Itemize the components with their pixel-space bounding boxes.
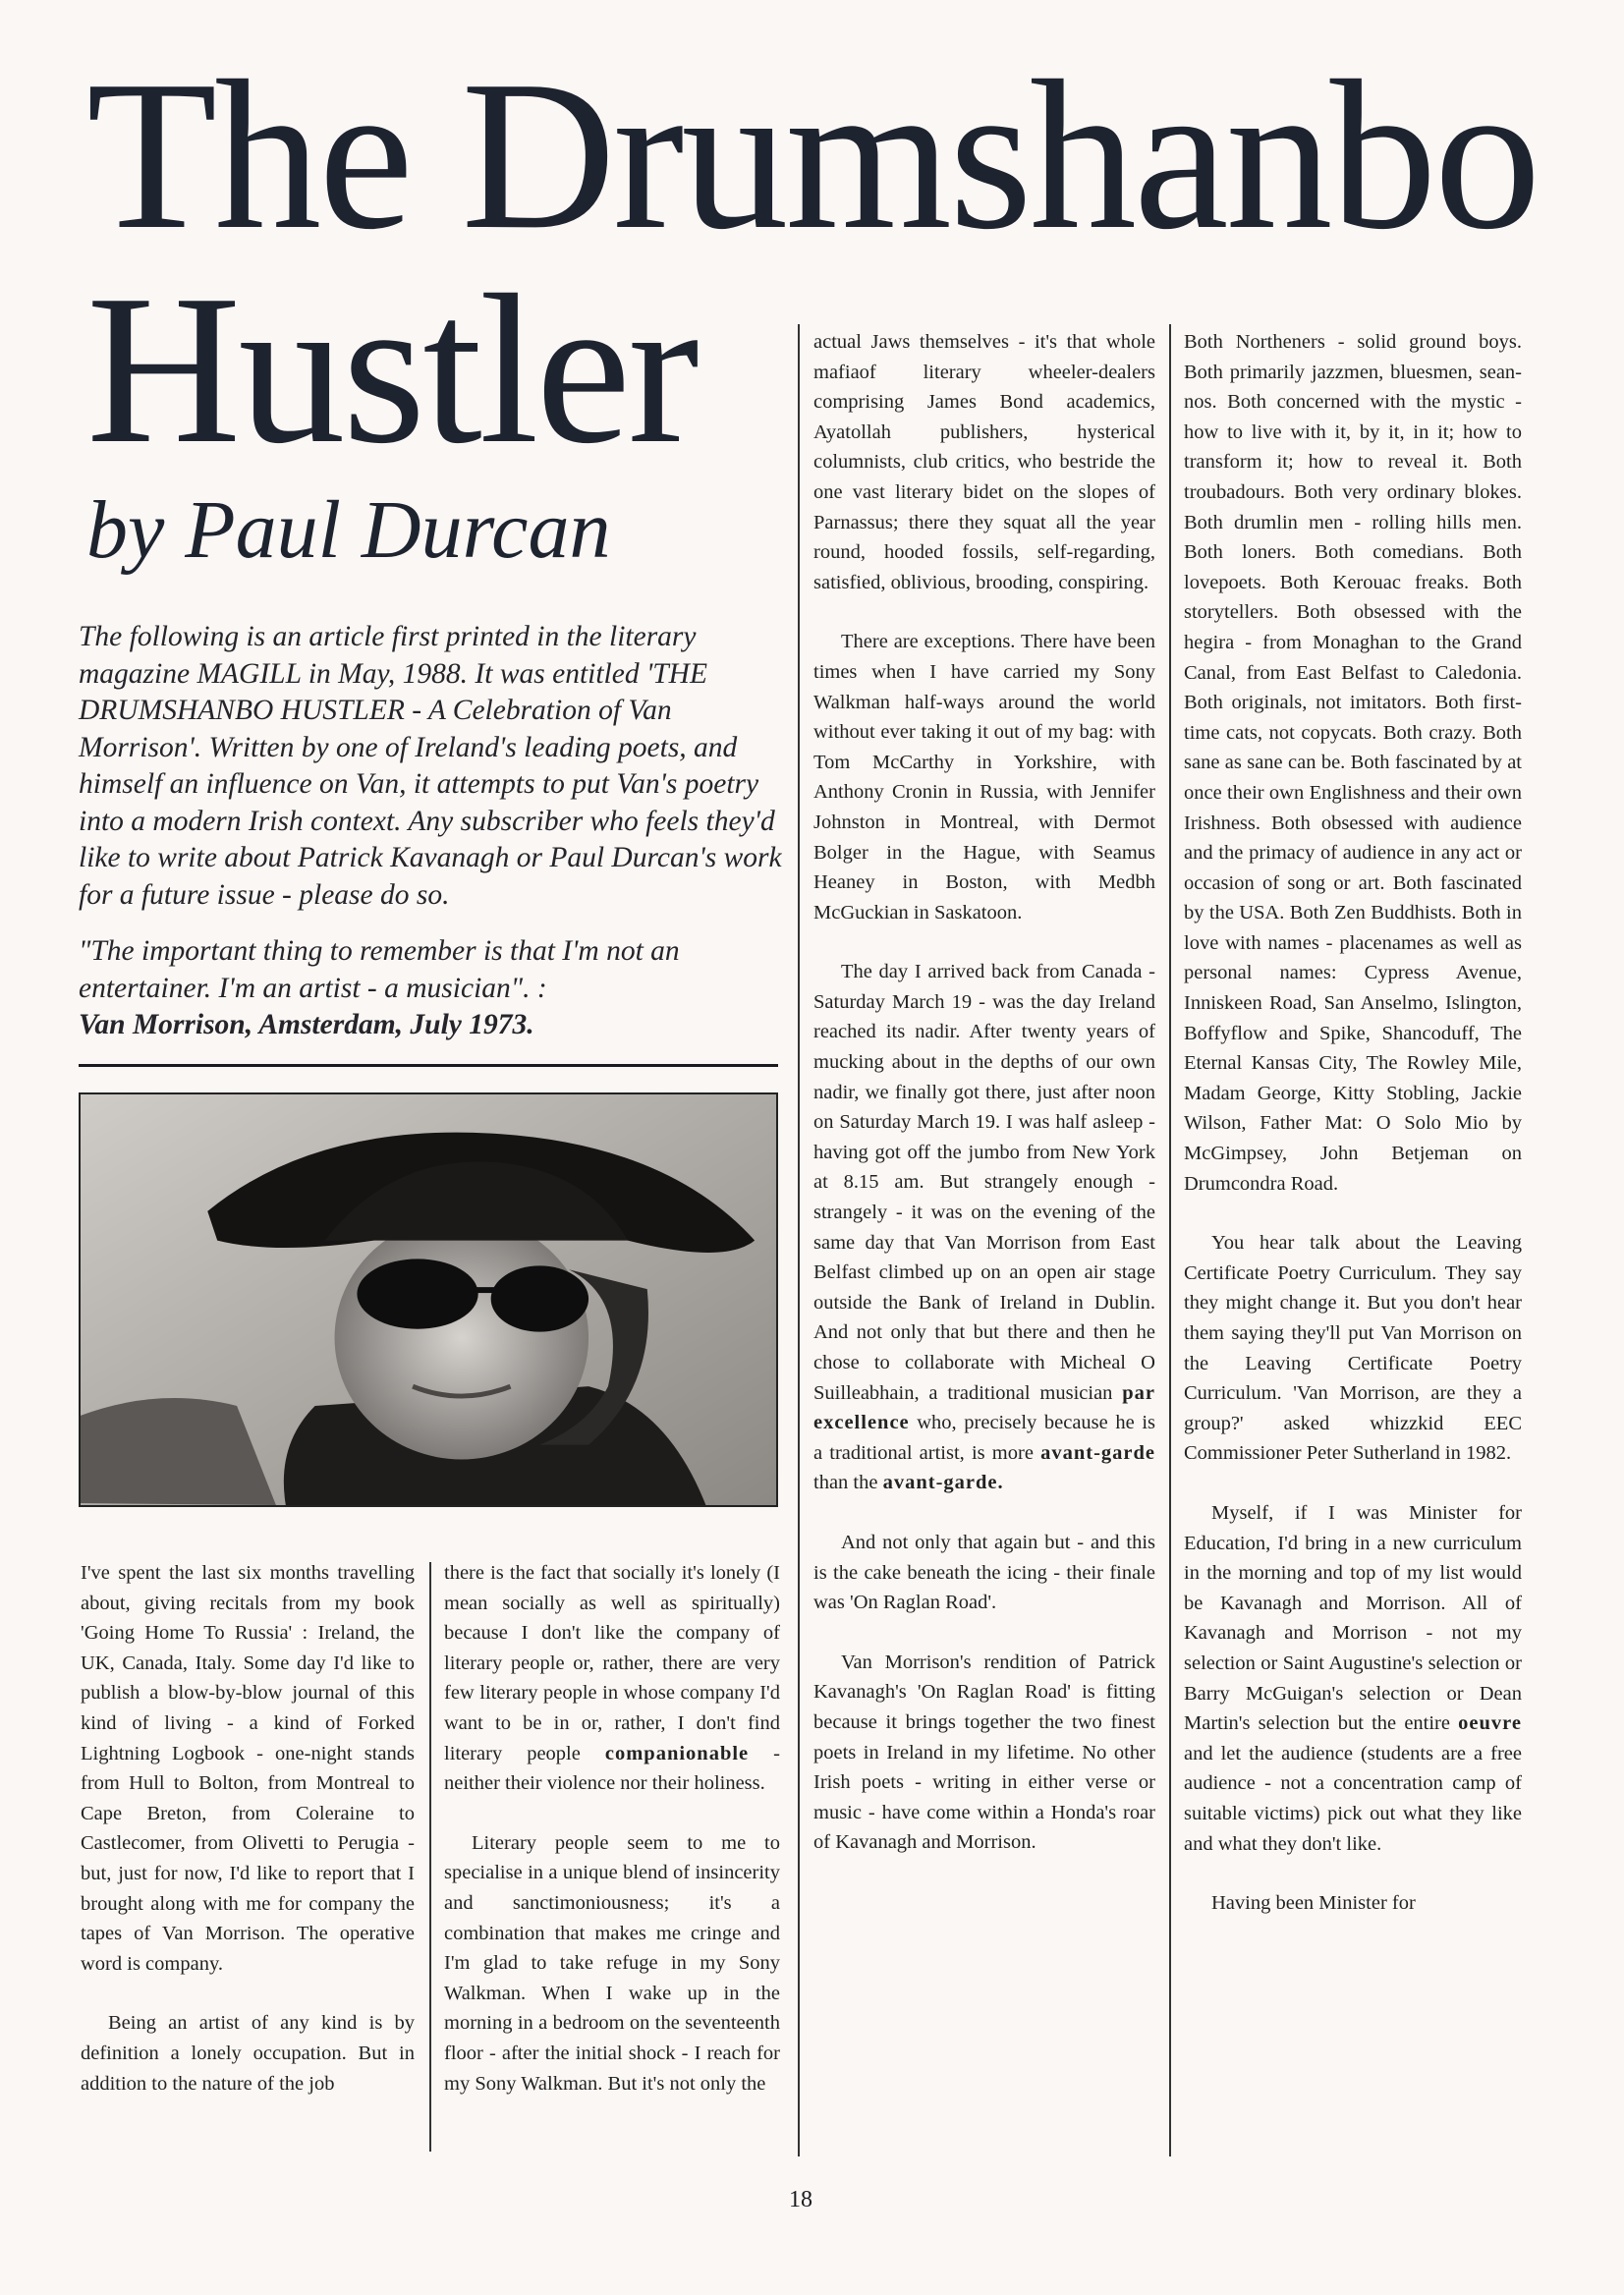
page-number: 18 [789,2187,812,2212]
quote-attribution: Van Morrison, Amsterdam, July 1973. [79,1009,534,1040]
text-run: and let the audience (students are a free audience - not a concentration camp of suitable victims) pick out what they like and what they don't like. [1184,1742,1522,1855]
text-run: than the [813,1472,883,1494]
paragraph [813,957,1155,1498]
text-run: there is the fact that socially it's lonely (I mean socially as well as spiritually) because I don't like the company of literary people or, rather, there are very few literary people in whose company I'd want to be in or, rather, I don't find literary people [444,1562,780,1764]
section-rule [79,1064,778,1067]
paragraph: Having been Minister for [1211,1892,1416,1915]
article-title-line2: Hustler [86,252,697,488]
column-divider [798,324,800,2156]
byline: by Paul Durcan [86,484,611,576]
paragraph: Being an artist of any kind is by definition a lonely occupation. But in addition to the nature of the job [81,2012,415,2095]
quote-text: "The important thing to remember is that I'm not an entertainer. I'm an artist - a musician". : [79,935,680,1004]
emphasis-text: oeuvre [1458,1712,1522,1735]
text-run: The day I arrived back from Canada - Saturday March 19 - was the day Ireland reached its nadir. After twenty years of mucking about in the depths of our own nadir, we finally got there, just after noon on Saturday March 19. I was half asleep - having got off the jumbo from New York at 8.15 am. But strangely enough - strangely - it was on the evening of the same day that Van Morrison from East Belfast climbed up on an open air stage outside the Bank of Ireland in Dublin. And not only that but there and then he chose to collaborate with Micheal O Suilleabhain, a traditional musician [813,961,1155,1404]
article-title-line1: The Drumshanbo [86,37,1539,274]
paragraph: I've spent the last six months travelling about, giving recitals from my book 'Going Home To Russia' : Ireland, the UK, Canada, Italy. Some day I'd like to publish a blow-by-blow journal of this kind of living - a kind of Forked Lightning Logbook - one-night stands from Hull to Bolton, from Montreal to Cape Breton, from Coleraine to Castlecomer, from Olivetti to Perugia - but, just for now, I'd like to report that I brought along with me for company the tapes of Van Morrison. The operative word is company. [81,1562,415,1975]
column-divider [1169,324,1171,2156]
text-run: - neither their violence nor their holiness. [444,1742,780,1795]
paragraph: There are exceptions. There have been times when I have carried my Sony Walkman half-ways around the world without ever taking it out of my bag: with Tom McCarthy in Yorkshire, with Anthony Cronin in Russia, with Jennifer Johnston in Montreal, with Dermot Bolger in the Hague, with Seamus Heaney in Boston, with Medbh McGuckian in Saskatoon. [813,631,1155,924]
text-run: who, precisely because he is a traditional artist, is more [813,1412,1155,1464]
paragraph [1184,1498,1522,1859]
text-run: Myself, if I was Minister for Education, I'd bring in a new curriculum in the morning and top of my list would be Kavanagh and Morrison. All of Kavanagh and Morrison - not my selection or Saint Augustine's selection or Barry McGuigan's selection or Dean Martin's selection but the entire [1184,1501,1522,1735]
emphasis-text: avant-garde. [882,1472,1004,1494]
column-1 [81,1558,415,2128]
intro-text: The following is an article first printed in the literary magazine MAGILL in May, 1988. It was entitled 'THE DRUMSHANBO HUSTLER - A Celebration of Van Morrison'. Written by one of Ireland's leading poets, and himself an influence on Van, it attempts to put Van's poetry into a modern Irish context. Any subscriber who feels they'd like to write about Patrick Kavanagh or Paul Durcan's work for a future issue - please do so. [79,621,782,911]
column-3 [813,327,1155,1887]
emphasis-text: avant-garde [1040,1441,1155,1464]
paragraph: Van Morrison's rendition of Patrick Kavanagh's 'On Raglan Road' is fitting because it brings together the two finest poets in Ireland in my lifetime. No other Irish poets - writing in either verse or music - have come within a Honda's roar of Kavanagh and Morrison. [813,1651,1155,1854]
paragraph: Literary people seem to me to specialise in a unique blend of insincerity and sanctimoniousness; it's a combination that makes me cringe and I'm glad to take refuge in my Sony Walkman. When I wake up in the morning in a bedroom on the seventeenth floor - after the initial shock - I reach for my Sony Walkman. But it's not only the [444,1831,780,2095]
paragraph: actual Jaws themselves - it's that whole mafiaof literary wheeler-dealers comprising James Bond academics, Ayatollah publishers, hysterical columnists, club critics, who bestride the one vast literary bidet on the slopes of Parnassus; there they squat all the year round, hooded fossils, self-regarding, satisfied, oblivious, brooding, conspiring. [813,331,1155,593]
portrait-photo [79,1092,778,1507]
emphasis-text: par excellence [813,1381,1155,1434]
emphasis-text: companionable [604,1742,750,1764]
column-2 [444,1558,780,2128]
column-divider [429,1562,431,2152]
paragraph: And not only that again but - and this is the cake beneath the icing - their finale was 'On Raglan Road'. [813,1531,1155,1614]
epigraph-quote [79,933,786,1044]
portrait-image [81,1094,776,1505]
paragraph [444,1558,780,1799]
column-4 [1184,327,1522,1948]
paragraph: You hear talk about the Leaving Certificate Poetry Curriculum. They say they might change it. But you don't hear them saying they'll put Van Morrison on the Leaving Certificate Poetry Curriculum. 'Van Morrison, are they a group?' asked whizzkid EEC Commissioner Peter Sutherland in 1982. [1184,1232,1522,1465]
paragraph: Both Northeners - solid ground boys. Both primarily jazzmen, bluesmen, sean-nos. Both concerned with the mystic - how to live with it, by it, in it; how to transform it; how to reveal it. Both troubadours. Both very ordinary blokes. Both drumlin men - rolling hills men. Both loners. Both comedians. Both lovepoets. Both Kerouac freaks. Both storytellers. Both obsessed with the hegira - from Monaghan to the Grand Canal, from East Belfast to Caledonia. Both originals, not imitators. Both first-time cats, not copycats. Both crazy. Both sane as sane can be. Both fascinated by at once their own Englishness and their own Irishness. Both obsessed with audience and the primacy of audience in any act or occasion of song or art. Both fascinated by the USA. Both Zen Buddhists. Both in love with names - placenames as well as personal names: Cypress Avenue, Inniskeen Road, San Anselmo, Islington, Boffyflow and Spike, Shancoduff, The Eternal Kansas City, The Rowley Mile, Madam George, Kitty Stobling, Jackie Wilson, Father Mat: O Solo Mio by McGimpsey, John Betjeman on Drumcondra Road. [1184,331,1522,1195]
